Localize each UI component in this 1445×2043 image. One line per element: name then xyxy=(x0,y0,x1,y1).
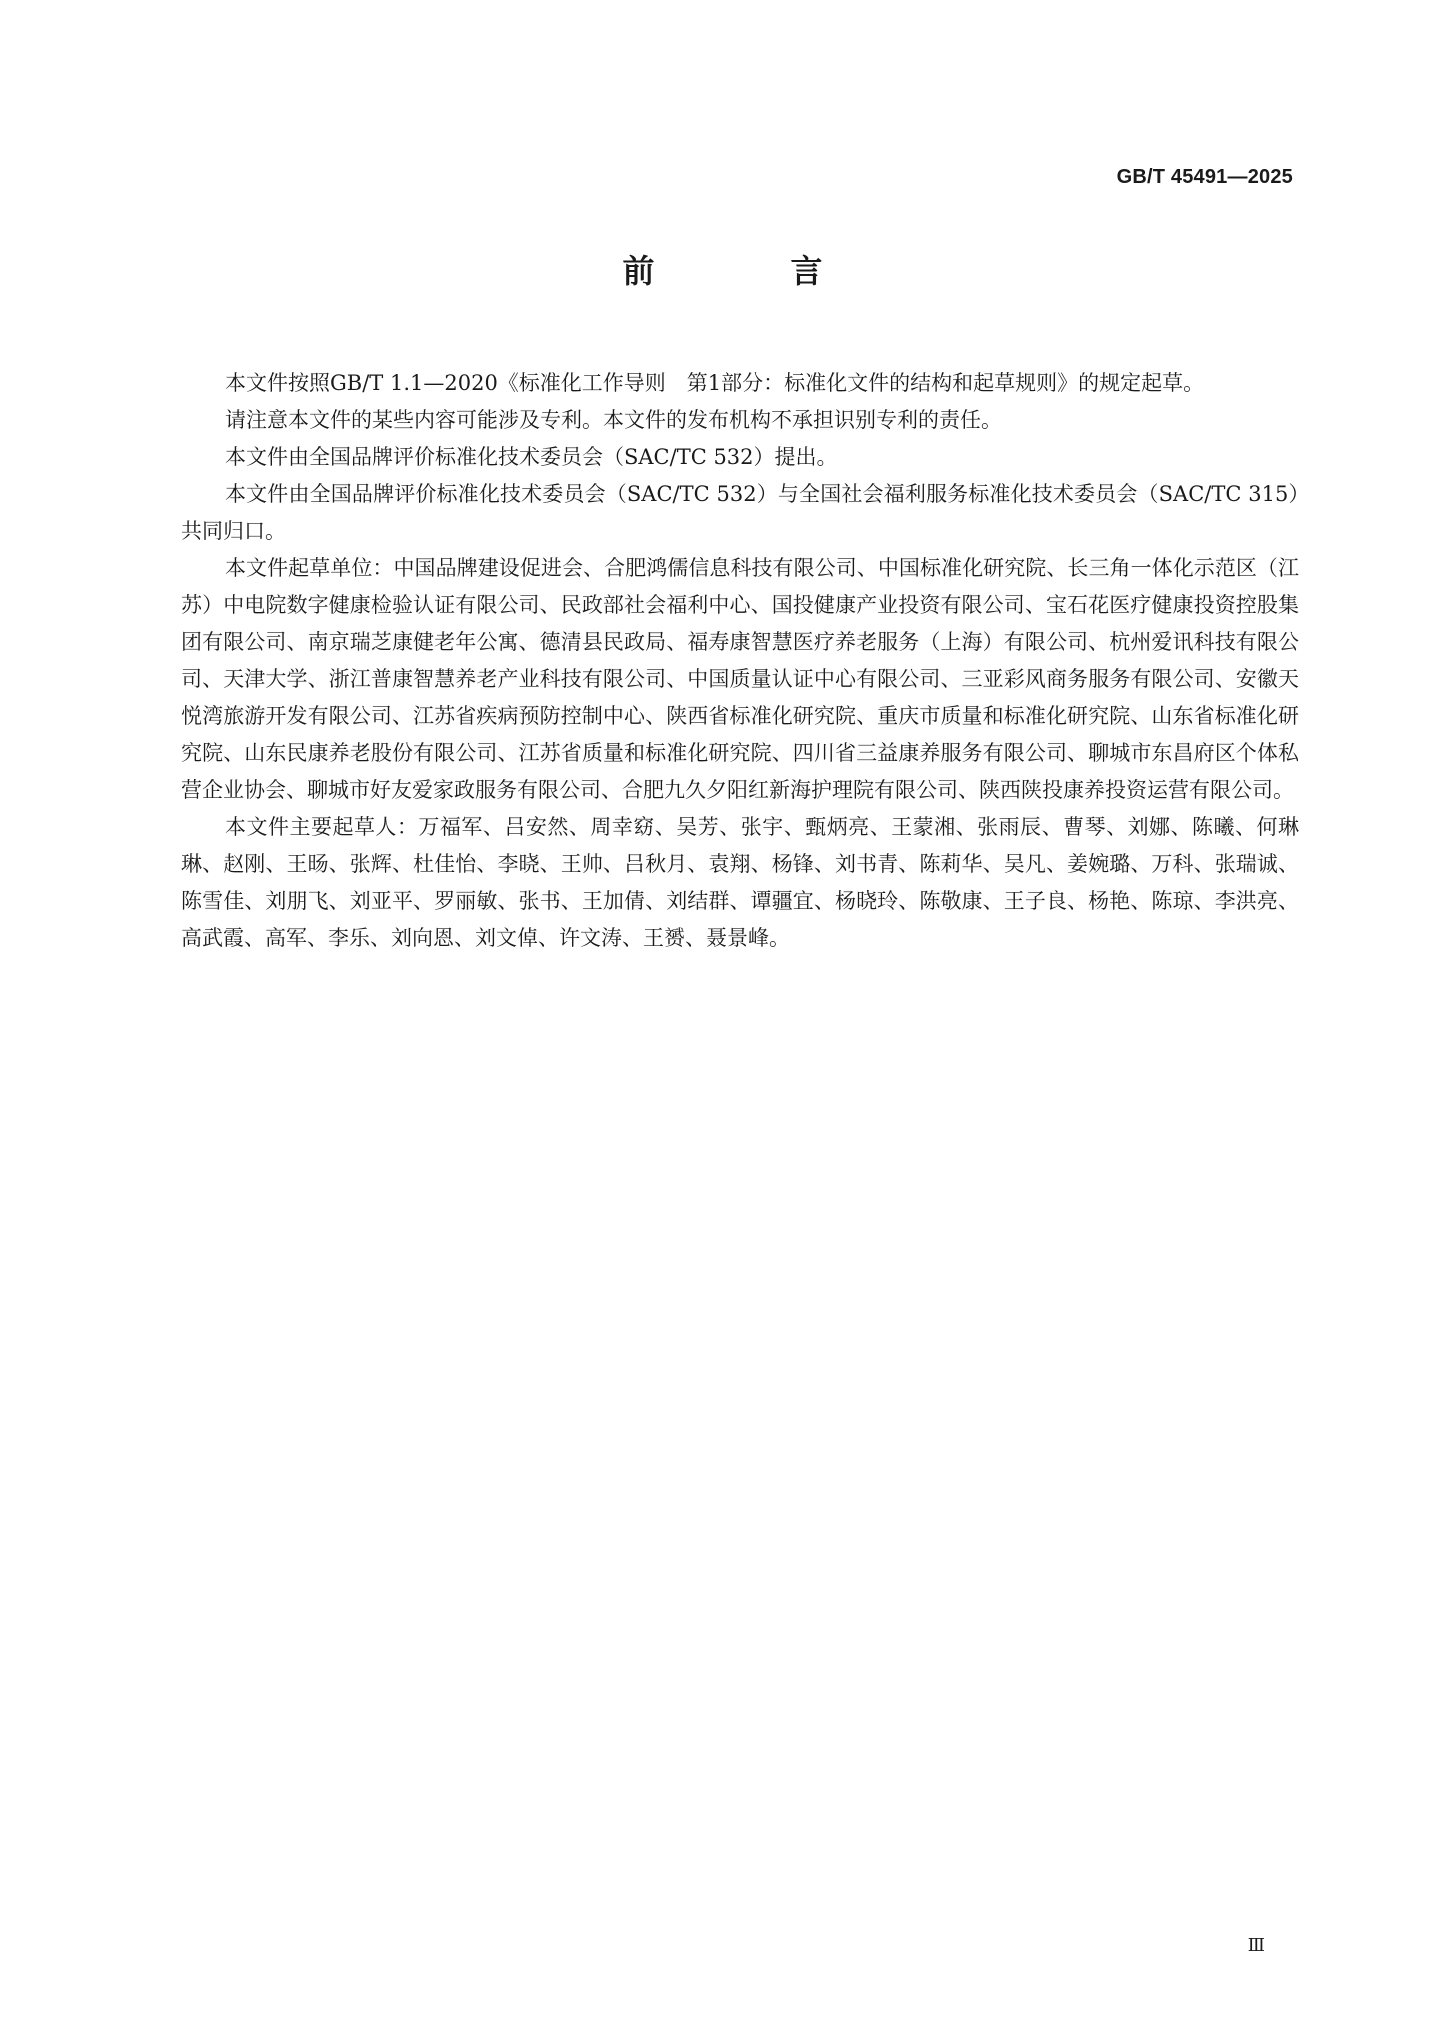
paragraph-main-drafters: 本文件主要起草人：万福军、吕安然、周幸窈、吴芳、张宇、甄炳亮、王蒙湘、张雨辰、曹琴、刘娜、陈曦、何琳琳、赵刚、王旸、张辉、杜佳怡、李晓、王帅、吕秋月、袁翔、杨锋、刘书青、陈莉华、吴凡、姜婉璐、万科、张瑞诚、陈雪佳、刘朋飞、刘亚平、罗丽敏、张书、王加倩、刘结群、谭疆宜、杨晓玲、陈敬康、王子良、杨艳、陈琼、李洪亮、高武霞、高军、李乐、刘向恩、刘文倬、许文涛、王赟、聂景峰。 xyxy=(181,815,1299,950)
page-title: 前 言 xyxy=(622,252,875,290)
paragraph-drafting-rules: 本文件按照GB/T 1.1—2020《标准化工作导则 第1部分：标准化文件的结构和起草规则》的规定起草。 xyxy=(225,371,1205,395)
paragraph-responsible-committees: 本文件由全国品牌评价标准化技术委员会（SAC/TC 532）与全国社会福利服务标准化技术委员会（SAC/TC 315）共同归口。 xyxy=(181,482,1299,543)
standard-code: GB/T 45491—2025 xyxy=(1116,166,1293,188)
page-number: Ⅲ xyxy=(1247,1935,1265,1956)
paragraph-patent-notice: 请注意本文件的某些内容可能涉及专利。本文件的发布机构不承担识别专利的责任。 xyxy=(225,408,1002,432)
paragraph-proposer: 本文件由全国品牌评价标准化技术委员会（SAC/TC 532）提出。 xyxy=(225,445,838,469)
foreword-body xyxy=(181,365,1299,957)
paragraph-drafting-organizations: 本文件起草单位：中国品牌建设促进会、合肥鸿儒信息科技有限公司、中国标准化研究院、长三角一体化示范区（江苏）中电院数字健康检验认证有限公司、民政部社会福利中心、国投健康产业投资有限公司、宝石花医疗健康投资控股集团有限公司、南京瑞芝康健老年公寓、德清县民政局、福寿康智慧医疗养老服务（上海）有限公司、杭州爱讯科技有限公司、天津大学、浙江普康智慧养老产业科技有限公司、中国质量认证中心有限公司、三亚彩风商务服务有限公司、安徽天悦湾旅游开发有限公司、江苏省疾病预防控制中心、陕西省标准化研究院、重庆市质量和标准化研究院、山东省标准化研究院、山东民康养老股份有限公司、江苏省质量和标准化研究院、四川省三益康养服务有限公司、聊城市东昌府区个体私营企业协会、聊城市好友爱家政服务有限公司、合肥九久夕阳红新海护理院有限公司、陕西陕投康养投资运营有限公司。 xyxy=(181,556,1299,802)
